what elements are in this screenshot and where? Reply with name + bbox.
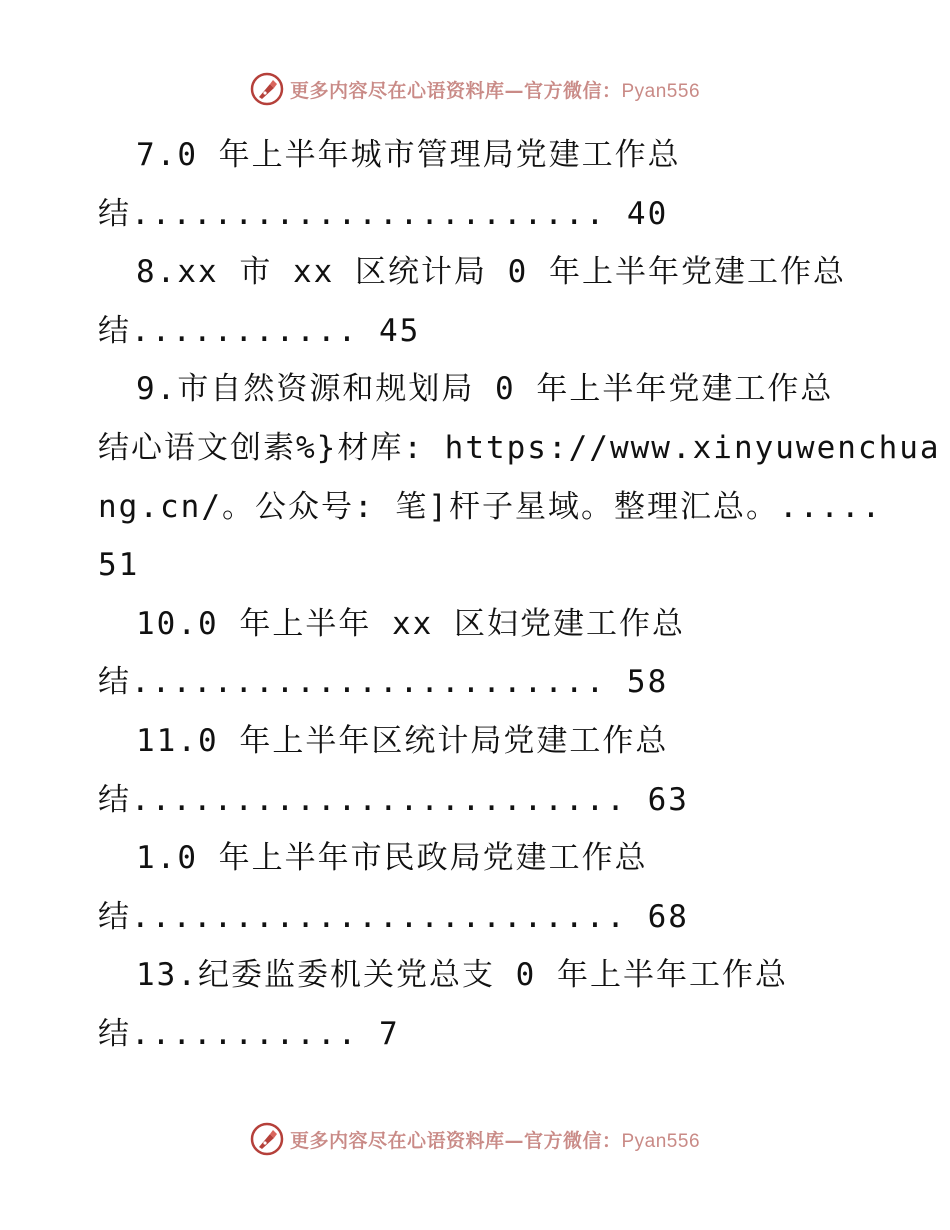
pen-nib-logo-icon	[250, 72, 284, 106]
table-of-contents	[98, 126, 941, 1064]
toc-entry-9-line3: ng.cn/。公众号: 笔]杆子星域。整理汇总。.....	[98, 488, 883, 525]
toc-entry-7-page: 结....................... 40	[98, 195, 669, 232]
toc-entry-12-title: 1.0 年上半年市民政局党建工作总	[136, 840, 648, 877]
toc-entry-10-title: 10.0 年上半年 xx 区妇党建工作总	[136, 605, 685, 642]
toc-entry-8-page: 结........... 45	[98, 312, 421, 349]
toc-entry-11-page: 结........................ 63	[98, 781, 689, 818]
toc-entry-8-title: 8.xx 市 xx 区统计局 0 年上半年党建工作总	[136, 254, 846, 291]
toc-entry-10-page: 结....................... 58	[98, 664, 669, 701]
toc-entry-13-page: 结........... 7	[98, 1015, 400, 1052]
toc-entry-7-title: 7.0 年上半年城市管理局党建工作总	[136, 137, 681, 173]
toc-entry-11-title: 11.0 年上半年区统计局党建工作总	[136, 722, 669, 759]
toc-entry-9-title: 9.市自然资源和规划局 0 年上半年党建工作总	[136, 371, 834, 408]
toc-entry-13-title: 13.纪委监委机关党总支 0 年上半年工作总	[136, 957, 788, 994]
pen-nib-logo-icon	[250, 1122, 284, 1156]
header-watermark	[0, 72, 950, 106]
toc-entry-9-line2: 结心语文创素%}材库: https://www.xinyuwenchua	[98, 429, 941, 466]
watermark-wechat-id: Pyan556	[621, 1130, 701, 1152]
watermark-text: 更多内容尽在心语资料库—官方微信：	[289, 1129, 622, 1152]
toc-entry-9-page: 51	[98, 547, 140, 584]
watermark-text: 更多内容尽在心语资料库—官方微信：	[289, 79, 622, 102]
toc-entry-12-page: 结........................ 68	[98, 898, 689, 935]
footer-watermark	[0, 1122, 950, 1156]
watermark-wechat-id: Pyan556	[621, 80, 701, 102]
